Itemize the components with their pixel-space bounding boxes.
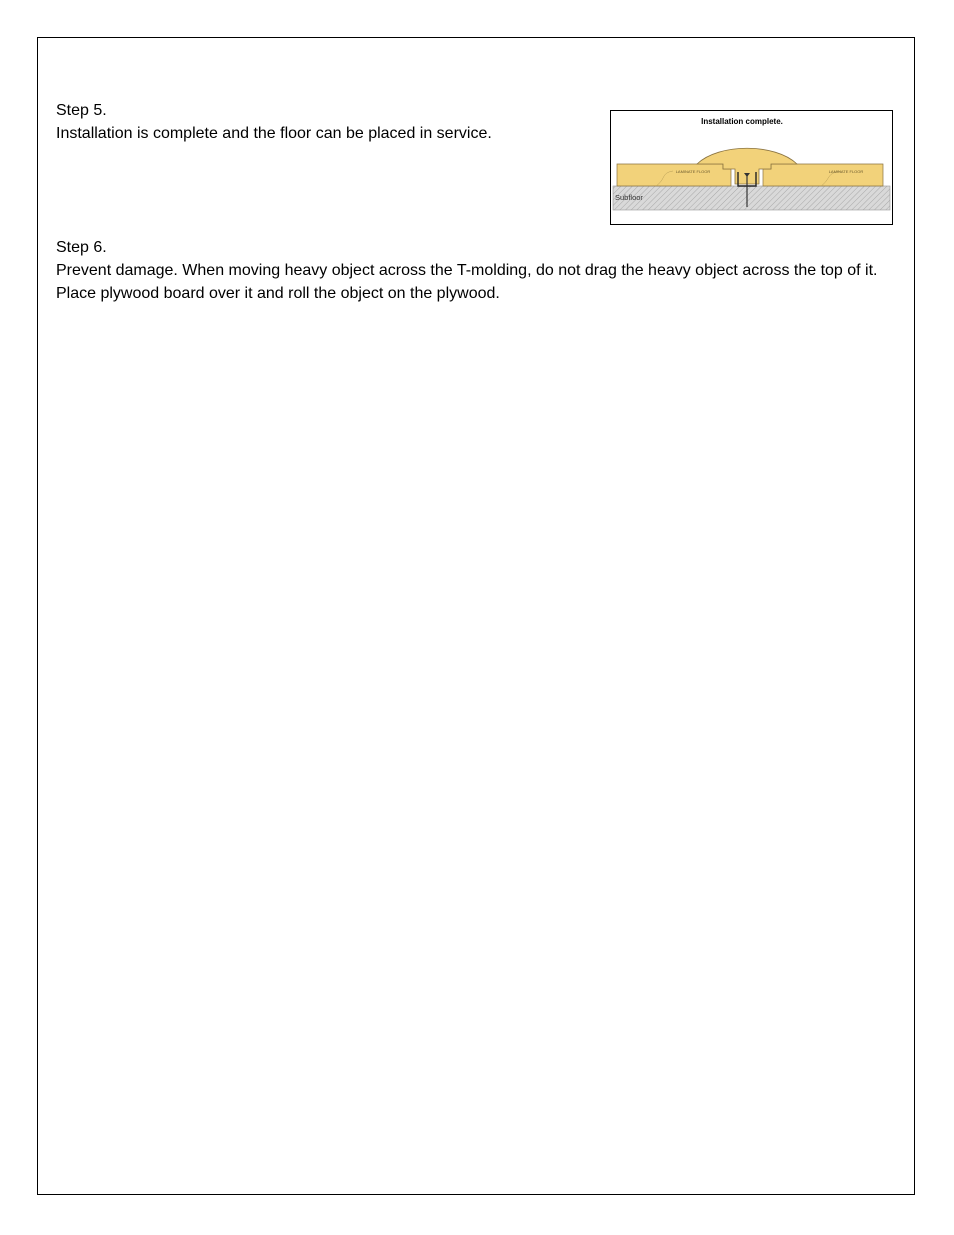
left-floor-label: LAMINATE FLOOR (675, 169, 711, 174)
step-6-heading: Step 6. (56, 239, 107, 256)
installation-complete-diagram (610, 110, 893, 225)
diagram-caption: Installation complete. (701, 117, 783, 126)
subfloor-layer (613, 186, 890, 210)
right-floor-label: LAMINATE FLOOR (828, 169, 864, 174)
step-5-body: Installation is complete and the floor can be placed in service. (56, 125, 492, 142)
step-5-section (56, 99, 596, 145)
subfloor-label: Subfloor (615, 193, 643, 202)
left-laminate-plank (617, 164, 731, 186)
step-6-section (56, 236, 896, 305)
t-molding-illustration (611, 111, 892, 224)
step-5-heading: Step 5. (56, 102, 107, 119)
step-6-body: Prevent damage. When moving heavy object across the T-molding, do not drag the heavy object across the top of it. Place plywood board over it and roll the object on the plywood. (56, 262, 878, 302)
right-laminate-plank (763, 164, 883, 186)
